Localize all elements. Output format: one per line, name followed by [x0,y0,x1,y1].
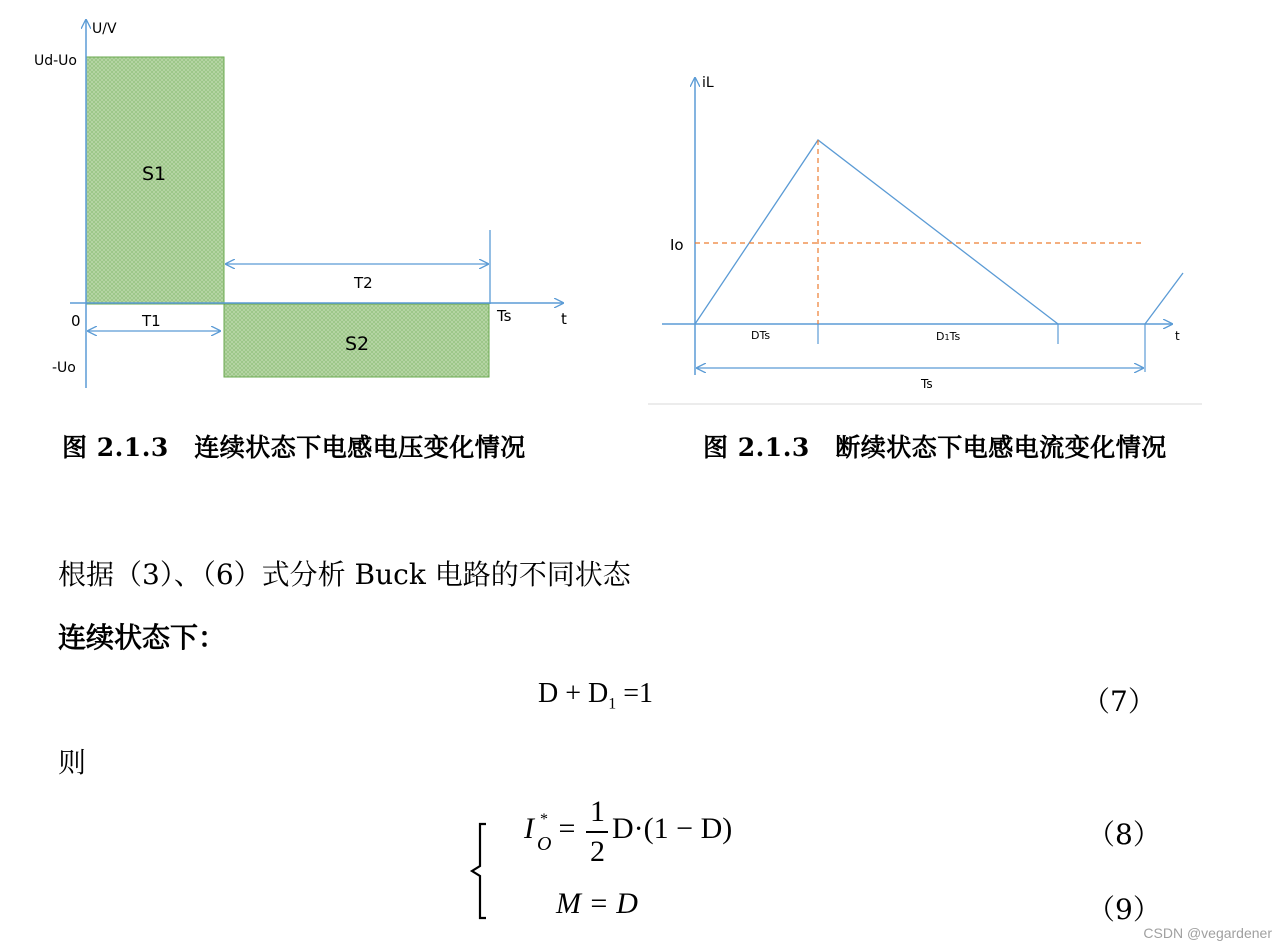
figure-caption-right: 图 2.1.3 断续状态下电感电流变化情况 [703,433,1167,462]
eq8-numerator: 1 [590,795,605,828]
then-text: 则 [58,746,87,779]
equation-9-number: （9） [1087,893,1161,926]
y-axis-label: U/V [92,21,117,37]
area-s1-label: S1 [142,163,167,185]
y-axis-label: iL [702,75,714,91]
tick-label-top: Ud-Uo [34,53,77,69]
dts-label: DTs [751,329,771,342]
eq8-fraction-bar [586,831,608,833]
eq8-denominator: 2 [590,835,605,868]
watermark: CSDN @vegardener [1143,925,1272,941]
area-s2-label: S2 [345,333,370,355]
current-waveform-next [1145,273,1183,324]
eq8-sup: * [540,811,548,828]
eq8-equals: = [551,812,583,845]
body-paragraph: 根据（3）、（6）式分析 Buck 电路的不同状态 [58,558,631,591]
figure-caption-left: 图 2.1.3 连续状态下电感电压变化情况 [62,433,526,462]
equation-7 [538,678,653,714]
io-label: Io [670,236,684,254]
x-axis-label: t [561,310,567,328]
ts-label: Ts [921,377,933,391]
x-axis-label: t [1175,329,1180,343]
equation-brace [468,820,492,922]
eq7-sub: 1 [608,695,617,713]
inductor-current-figure [640,0,1284,410]
ts-label: Ts [497,307,512,325]
t1-label: T1 [142,312,161,330]
equation-9: M = D [556,887,638,920]
section-heading: 连续状态下： [58,621,227,654]
tick-label-neg: -Uo [52,360,76,376]
eq7-rhs: =1 [616,678,654,709]
t2-label: T2 [354,274,373,292]
eq8-rhs: D·(1 − D) [612,812,733,845]
eq8-sub: O [537,833,552,855]
eq7-lhs: D + D [538,678,609,709]
equation-7-number: （7） [1082,685,1156,718]
eq8-lhs: I [524,812,534,845]
equation-8-number: （8） [1087,818,1161,851]
tick-label-zero: 0 [71,312,81,330]
inductor-voltage-figure [0,0,640,400]
d1ts-label: D1Ts [936,330,961,343]
current-waveform [695,140,1058,324]
